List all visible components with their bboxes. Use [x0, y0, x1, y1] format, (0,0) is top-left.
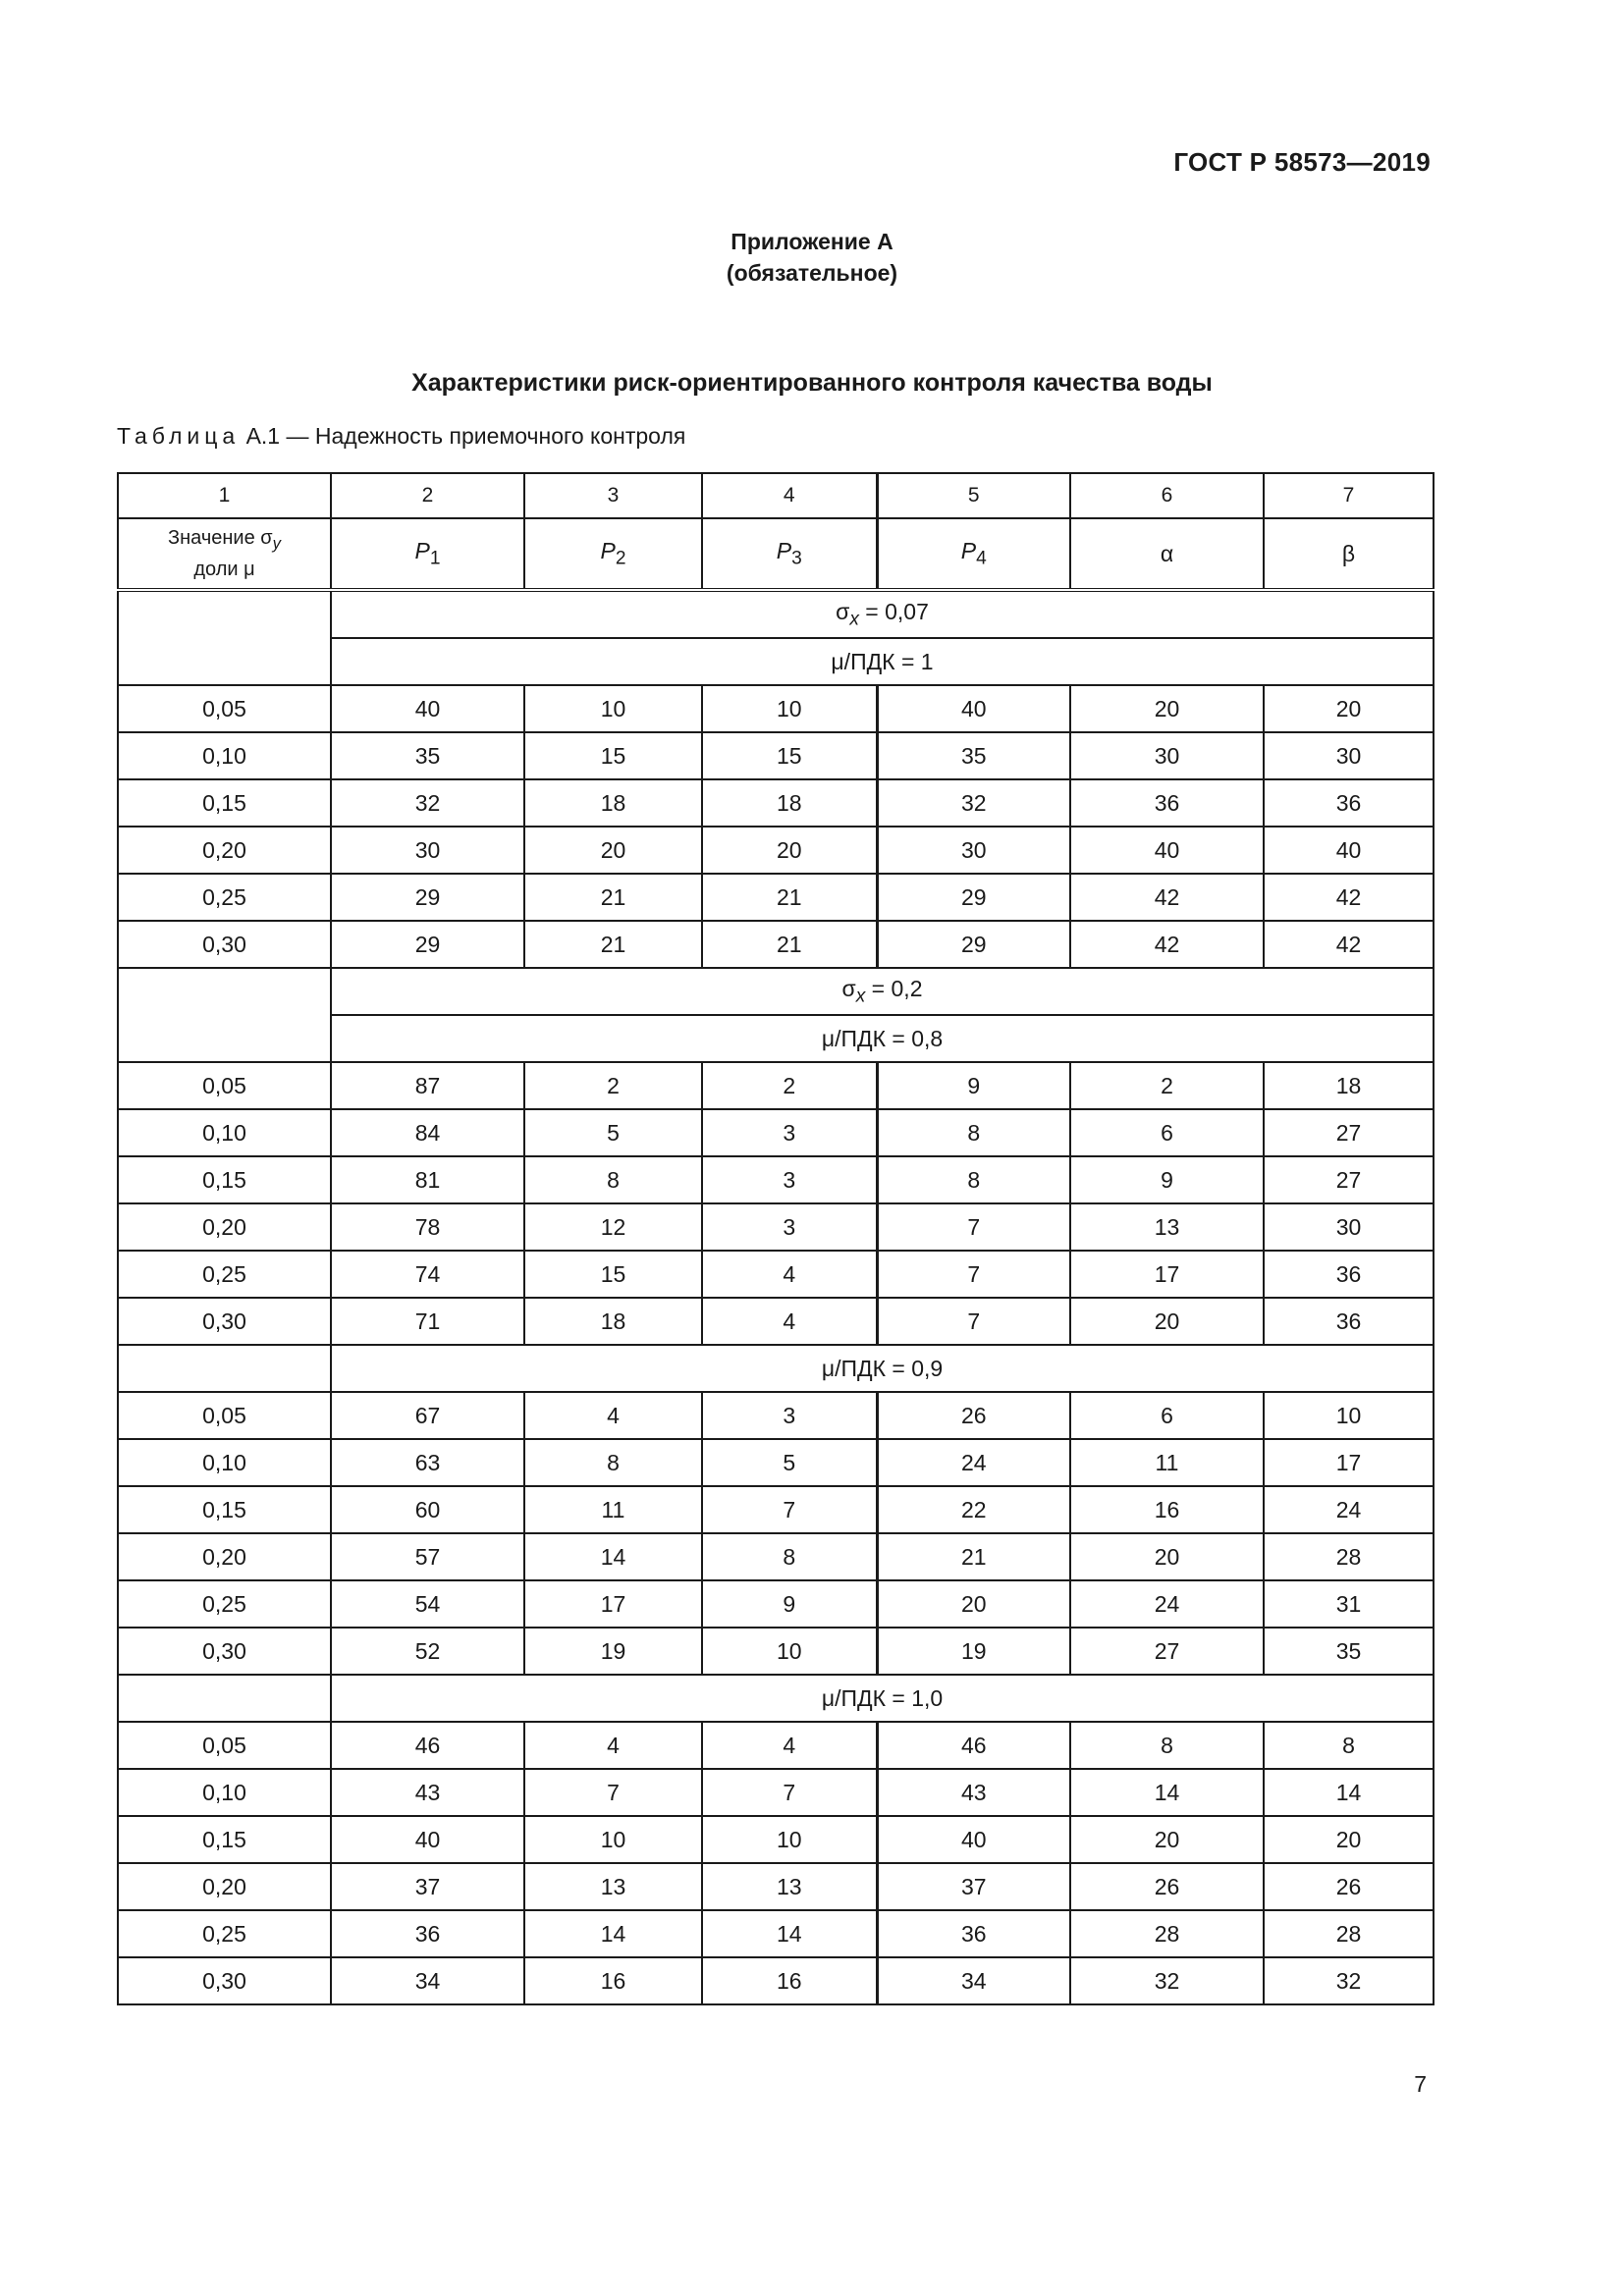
- table-cell: 2: [1070, 1062, 1264, 1109]
- table-cell: 14: [524, 1533, 702, 1580]
- table-cell: 21: [524, 921, 702, 968]
- table-cell: 2: [702, 1062, 877, 1109]
- table-cell: 4: [702, 1722, 877, 1769]
- table-cell: 29: [877, 874, 1070, 921]
- table-row: [118, 1628, 1434, 1675]
- header-p4: $P_4$: [877, 518, 1070, 590]
- header-sigma-y: [118, 518, 331, 590]
- table-cell: 14: [702, 1910, 877, 1957]
- table-cell: 36: [1264, 779, 1434, 827]
- table-row: [118, 1769, 1434, 1816]
- table-cell: 13: [524, 1863, 702, 1910]
- table-row: [118, 1251, 1434, 1298]
- table-cell: 3: [702, 1109, 877, 1156]
- table-cell: 42: [1070, 874, 1264, 921]
- row-sigma-value: 0,20: [118, 1863, 331, 1910]
- table-cell: 12: [524, 1203, 702, 1251]
- table-cell: 24: [877, 1439, 1070, 1486]
- table-cell: 36: [1070, 779, 1264, 827]
- table-caption-prefix: Таблица: [117, 423, 241, 449]
- table-row: [118, 1722, 1434, 1769]
- appendix-title: Приложение А: [731, 229, 893, 254]
- table-cell: 19: [524, 1628, 702, 1675]
- page-number: 7: [1414, 2071, 1427, 2097]
- table-cell: 26: [1264, 1863, 1434, 1910]
- table-cell: 7: [877, 1251, 1070, 1298]
- table-cell: 37: [331, 1863, 524, 1910]
- row-sigma-value: 0,10: [118, 732, 331, 779]
- table-cell: 17: [524, 1580, 702, 1628]
- table-cell: 15: [524, 1251, 702, 1298]
- table-cell: 17: [1264, 1439, 1434, 1486]
- group-mu-label: μ/ПДК = 1,0: [331, 1675, 1434, 1722]
- group-sigma-row: [118, 968, 1434, 1015]
- row-sigma-value: 0,20: [118, 1203, 331, 1251]
- table-cell: 7: [877, 1203, 1070, 1251]
- table-row: [118, 921, 1434, 968]
- table-caption: [117, 423, 685, 450]
- table-cell: 6: [1070, 1392, 1264, 1439]
- table-cell: 3: [702, 1392, 877, 1439]
- table-cell: 36: [1264, 1298, 1434, 1345]
- table-cell: 40: [877, 1816, 1070, 1863]
- row-sigma-value: 0,15: [118, 1156, 331, 1203]
- table-cell: 18: [524, 1298, 702, 1345]
- table-row: [118, 685, 1434, 732]
- table-cell: 29: [331, 921, 524, 968]
- table-cell: 87: [331, 1062, 524, 1109]
- section-title: Характеристики риск-ориентированного контроля качества воды: [411, 369, 1213, 397]
- table-cell: 52: [331, 1628, 524, 1675]
- row-sigma-value: 0,15: [118, 779, 331, 827]
- table-cell: 20: [524, 827, 702, 874]
- table-cell: 35: [877, 732, 1070, 779]
- table-cell: 20: [877, 1580, 1070, 1628]
- table-cell: 42: [1070, 921, 1264, 968]
- header-beta: β: [1264, 518, 1434, 590]
- table-cell: 18: [702, 779, 877, 827]
- table-cell: 30: [877, 827, 1070, 874]
- table-row: [118, 1203, 1434, 1251]
- table-cell: 34: [331, 1957, 524, 2004]
- table-cell: 30: [331, 827, 524, 874]
- group-mu-label: μ/ПДК = 1: [331, 638, 1434, 685]
- table-cell: 29: [877, 921, 1070, 968]
- row-sigma-value: 0,15: [118, 1486, 331, 1533]
- header-alpha: α: [1070, 518, 1264, 590]
- table-cell: 28: [1070, 1910, 1264, 1957]
- row-sigma-value: 0,30: [118, 921, 331, 968]
- table-row: [118, 1062, 1434, 1109]
- header-row: [118, 518, 1434, 590]
- table-cell: 3: [702, 1156, 877, 1203]
- table-cell: 8: [877, 1156, 1070, 1203]
- table-cell: 5: [524, 1109, 702, 1156]
- table-cell: 20: [1070, 685, 1264, 732]
- table-cell: 20: [1264, 685, 1434, 732]
- row-sigma-value: 0,20: [118, 1533, 331, 1580]
- row-sigma-value: 0,05: [118, 1392, 331, 1439]
- table-cell: 7: [877, 1298, 1070, 1345]
- column-number: 6: [1070, 473, 1264, 518]
- table-cell: 22: [877, 1486, 1070, 1533]
- table-row: [118, 1816, 1434, 1863]
- row-sigma-value: 0,25: [118, 1580, 331, 1628]
- table-cell: 40: [1070, 827, 1264, 874]
- table-cell: 36: [1264, 1251, 1434, 1298]
- table-row: [118, 1156, 1434, 1203]
- table-cell: 35: [331, 732, 524, 779]
- table-row: [118, 1580, 1434, 1628]
- table-cell: 15: [702, 732, 877, 779]
- column-number: 1: [118, 473, 331, 518]
- table-cell: 43: [331, 1769, 524, 1816]
- table-cell: 29: [331, 874, 524, 921]
- group-sigma-label: $\sigma_x = 0,2$: [331, 968, 1434, 1015]
- header-sigma-y-unit: доли μ: [193, 559, 255, 580]
- table-cell: 36: [877, 1910, 1070, 1957]
- table-cell: 40: [331, 1816, 524, 1863]
- table-cell: 8: [524, 1439, 702, 1486]
- table-cell: 6: [1070, 1109, 1264, 1156]
- table-row: [118, 779, 1434, 827]
- table-cell: 81: [331, 1156, 524, 1203]
- table-row: [118, 1392, 1434, 1439]
- table-cell: 10: [1264, 1392, 1434, 1439]
- table-cell: 8: [702, 1533, 877, 1580]
- table-cell: 18: [524, 779, 702, 827]
- table-cell: 9: [702, 1580, 877, 1628]
- table-cell: 16: [702, 1957, 877, 2004]
- table-cell: 14: [524, 1910, 702, 1957]
- table-cell: 28: [1264, 1533, 1434, 1580]
- column-number-row: [118, 473, 1434, 518]
- table-cell: 43: [877, 1769, 1070, 1816]
- table-row: [118, 1957, 1434, 2004]
- header-p2: $P_2$: [524, 518, 702, 590]
- table-cell: 17: [1070, 1251, 1264, 1298]
- table-cell: 42: [1264, 921, 1434, 968]
- table-cell: 7: [702, 1486, 877, 1533]
- table-row: [118, 1533, 1434, 1580]
- table-cell: 46: [331, 1722, 524, 1769]
- table-cell: 4: [702, 1298, 877, 1345]
- column-number: 4: [702, 473, 877, 518]
- table-cell: 8: [877, 1109, 1070, 1156]
- row-sigma-value: 0,30: [118, 1957, 331, 2004]
- reliability-table: [117, 472, 1435, 2005]
- row-sigma-value: 0,05: [118, 1062, 331, 1109]
- table-cell: 37: [877, 1863, 1070, 1910]
- table-cell: 4: [524, 1722, 702, 1769]
- table-cell: 20: [1070, 1533, 1264, 1580]
- table-cell: 21: [524, 874, 702, 921]
- table-cell: 20: [1264, 1816, 1434, 1863]
- table-cell: 30: [1264, 732, 1434, 779]
- table-cell: 57: [331, 1533, 524, 1580]
- table-cell: 8: [1070, 1722, 1264, 1769]
- row-sigma-value: 0,25: [118, 1251, 331, 1298]
- column-number: 3: [524, 473, 702, 518]
- table-cell: 3: [702, 1203, 877, 1251]
- table-cell: 54: [331, 1580, 524, 1628]
- table-row: [118, 1486, 1434, 1533]
- table-cell: 9: [1070, 1156, 1264, 1203]
- table-cell: 14: [1264, 1769, 1434, 1816]
- table-row: [118, 732, 1434, 779]
- row-sigma-value: 0,25: [118, 1910, 331, 1957]
- table-cell: 10: [702, 1816, 877, 1863]
- table-cell: 40: [1264, 827, 1434, 874]
- table-row: [118, 1298, 1434, 1345]
- table-cell: 46: [877, 1722, 1070, 1769]
- table-cell: 10: [702, 685, 877, 732]
- table-cell: 2: [524, 1062, 702, 1109]
- table-row: [118, 827, 1434, 874]
- appendix-heading: [0, 226, 1624, 289]
- table-row: [118, 1439, 1434, 1486]
- table-cell: 21: [877, 1533, 1070, 1580]
- table-cell: 32: [1070, 1957, 1264, 2004]
- table-cell: 10: [524, 685, 702, 732]
- table-cell: 32: [1264, 1957, 1434, 2004]
- table-cell: 40: [877, 685, 1070, 732]
- group-blank-cell: [118, 1345, 331, 1392]
- table-cell: 16: [524, 1957, 702, 2004]
- table-cell: 11: [1070, 1439, 1264, 1486]
- table-cell: 9: [877, 1062, 1070, 1109]
- table-cell: 8: [524, 1156, 702, 1203]
- table-cell: 13: [1070, 1203, 1264, 1251]
- table-cell: 18: [1264, 1062, 1434, 1109]
- table-cell: 21: [702, 874, 877, 921]
- group-sigma-row: [118, 590, 1434, 638]
- table-cell: 74: [331, 1251, 524, 1298]
- table-cell: 84: [331, 1109, 524, 1156]
- table-cell: 27: [1264, 1109, 1434, 1156]
- table-cell: 40: [331, 685, 524, 732]
- column-number: 5: [877, 473, 1070, 518]
- table-cell: 8: [1264, 1722, 1434, 1769]
- table-row: [118, 1910, 1434, 1957]
- table-cell: 7: [702, 1769, 877, 1816]
- group-mu-label: μ/ПДК = 0,8: [331, 1015, 1434, 1062]
- table-cell: 32: [331, 779, 524, 827]
- table-cell: 24: [1264, 1486, 1434, 1533]
- table-cell: 19: [877, 1628, 1070, 1675]
- row-sigma-value: 0,15: [118, 1816, 331, 1863]
- table-cell: 32: [877, 779, 1070, 827]
- row-sigma-value: 0,25: [118, 874, 331, 921]
- table-cell: 21: [702, 921, 877, 968]
- table-cell: 30: [1070, 732, 1264, 779]
- table-cell: 34: [877, 1957, 1070, 2004]
- table-cell: 4: [524, 1392, 702, 1439]
- group-mu-row: [118, 1345, 1434, 1392]
- table-cell: 36: [331, 1910, 524, 1957]
- header-p3: $P_3$: [702, 518, 877, 590]
- table-cell: 63: [331, 1439, 524, 1486]
- table-cell: 20: [1070, 1816, 1264, 1863]
- group-blank-cell: [118, 590, 331, 685]
- group-mu-label: μ/ПДК = 0,9: [331, 1345, 1434, 1392]
- table-cell: 71: [331, 1298, 524, 1345]
- table-cell: 14: [1070, 1769, 1264, 1816]
- row-sigma-value: 0,10: [118, 1109, 331, 1156]
- column-number: 7: [1264, 473, 1434, 518]
- table-cell: 27: [1264, 1156, 1434, 1203]
- table-cell: 60: [331, 1486, 524, 1533]
- table-cell: 15: [524, 732, 702, 779]
- table-cell: 27: [1070, 1628, 1264, 1675]
- header-sigma-y-label: Значение σ: [168, 527, 273, 549]
- table-cell: 30: [1264, 1203, 1434, 1251]
- row-sigma-value: 0,05: [118, 685, 331, 732]
- table-cell: 31: [1264, 1580, 1434, 1628]
- table-cell: 42: [1264, 874, 1434, 921]
- table-cell: 67: [331, 1392, 524, 1439]
- table-row: [118, 874, 1434, 921]
- row-sigma-value: 0,10: [118, 1439, 331, 1486]
- table-cell: 35: [1264, 1628, 1434, 1675]
- table-cell: 4: [702, 1251, 877, 1298]
- table-row: [118, 1109, 1434, 1156]
- table-cell: 28: [1264, 1910, 1434, 1957]
- table-cell: 26: [877, 1392, 1070, 1439]
- table-caption-text: А.1 — Надежность приемочного контроля: [245, 423, 686, 449]
- table-cell: 26: [1070, 1863, 1264, 1910]
- table-cell: 16: [1070, 1486, 1264, 1533]
- group-blank-cell: [118, 968, 331, 1062]
- header-sigma-y-sub: y: [272, 534, 281, 553]
- column-number: 2: [331, 473, 524, 518]
- table-cell: 13: [702, 1863, 877, 1910]
- table-cell: 78: [331, 1203, 524, 1251]
- table-cell: 20: [702, 827, 877, 874]
- table-cell: 11: [524, 1486, 702, 1533]
- row-sigma-value: 0,30: [118, 1628, 331, 1675]
- row-sigma-value: 0,20: [118, 827, 331, 874]
- group-sigma-label: $\sigma_x = 0,07$: [331, 590, 1434, 638]
- group-mu-row: [118, 1675, 1434, 1722]
- appendix-status: (обязательное): [726, 260, 898, 286]
- table-row: [118, 1863, 1434, 1910]
- row-sigma-value: 0,10: [118, 1769, 331, 1816]
- row-sigma-value: 0,30: [118, 1298, 331, 1345]
- row-sigma-value: 0,05: [118, 1722, 331, 1769]
- document-code: ГОСТ Р 58573—2019: [1173, 147, 1431, 177]
- table-cell: 10: [524, 1816, 702, 1863]
- table-cell: 5: [702, 1439, 877, 1486]
- table-cell: 7: [524, 1769, 702, 1816]
- group-blank-cell: [118, 1675, 331, 1722]
- table-cell: 10: [702, 1628, 877, 1675]
- header-p1: $P_1$: [331, 518, 524, 590]
- table-cell: 20: [1070, 1298, 1264, 1345]
- table-cell: 24: [1070, 1580, 1264, 1628]
